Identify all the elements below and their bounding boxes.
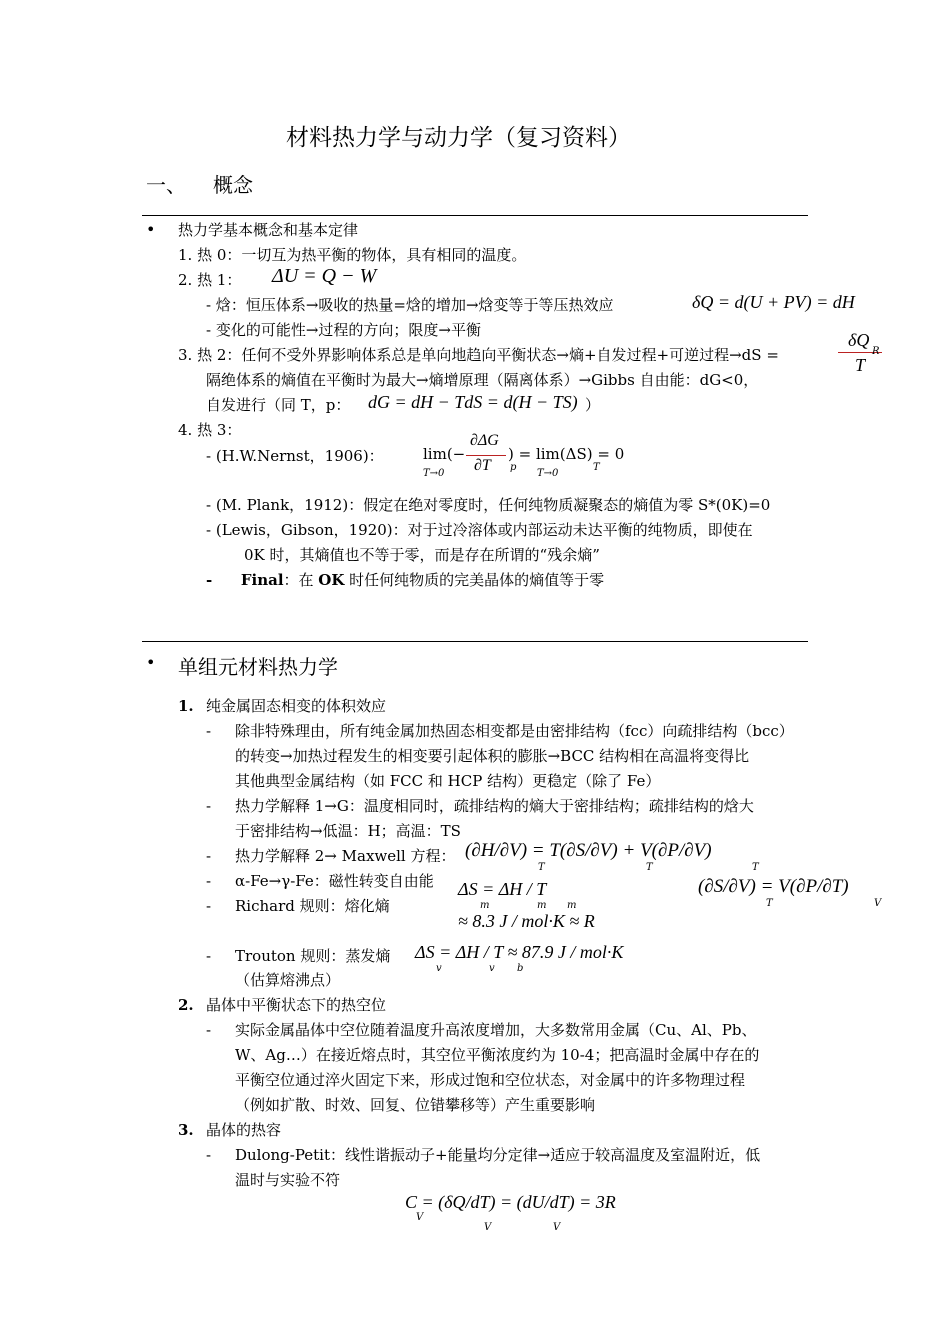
direction-line: - 变化的可能性→过程的方向；限度→平衡: [206, 321, 481, 339]
nernst-line: - (H.W.Nernst，1906)：: [206, 447, 384, 465]
subscript: b: [517, 963, 524, 974]
law-2: 3. 热 2：任何不受外界影响体系总是单向地趋向平衡状态→熵+自发过程+可逆过程→dS =: [178, 346, 779, 364]
dash: -: [206, 1146, 212, 1164]
law-1-equation: ΔU = Q − W: [272, 265, 377, 287]
text-line: α-Fe→γ-Fe：磁性转变自由能: [235, 872, 434, 890]
nernst-denominator: ∂T: [474, 457, 491, 474]
chapter-number: 一、: [146, 173, 186, 197]
text-line: 热力学解释 1→G：温度相同时，疏排结构的熵大于密排结构；疏排结构的焓大: [235, 797, 754, 815]
subscript: V: [874, 898, 882, 909]
law-3: 4. 热 3：: [178, 421, 242, 439]
final-label: Final: [240, 571, 284, 589]
subscript: v: [436, 963, 442, 974]
final-text: ：在: [283, 571, 319, 589]
page-title: 材料热力学与动力学（复习资料）: [286, 125, 631, 151]
divider: [142, 215, 808, 216]
dash: -: [206, 722, 212, 740]
richard-equation: ΔS = ΔH / T: [458, 879, 547, 899]
plank-line: - (M. Plank，1912)：假定在绝对零度时，任何纯物质凝聚态的熵值为零 S*(0K)=0: [206, 496, 771, 514]
section-heading: 热力学基本概念和基本定律: [178, 221, 359, 239]
nernst-fraction-bar: [466, 455, 506, 456]
subsection-number-3: 3.: [178, 1121, 194, 1139]
nernst-sub-4: T: [593, 462, 600, 473]
dash: -: [206, 1021, 212, 1039]
text-line: 的转变→加热过程发生的相变要引起体积的膨胀→BCC 结构相在高温将变得比: [235, 747, 750, 765]
maxwell-equation-2: (∂S/∂V) = V(∂P/∂T): [698, 876, 849, 897]
paren-close: ）: [585, 396, 601, 414]
dash: -: [206, 797, 212, 815]
dash: -: [206, 947, 212, 965]
dash: -: [206, 847, 212, 865]
text-line: （估算熔沸点）: [235, 971, 341, 989]
text-line: 其他典型金属结构（如 FCC 和 HCP 结构）更稳定（除了 Fe）: [235, 772, 661, 790]
richard-equation-2: ≈ 8.3 J / mol·K ≈ R: [458, 911, 595, 931]
heat-capacity-equation: C = (δQ/dT) = (dU/dT) = 3R: [405, 1192, 616, 1212]
text-line: （例如扩散、时效、回复、位错攀移等）产生重要影响: [235, 1096, 596, 1114]
subscript: v: [489, 963, 495, 974]
nernst-numerator: ∂ΔG: [470, 432, 499, 449]
spontaneous-line: 自发进行（同 T，p：: [206, 396, 351, 414]
subsection-number-2: 2.: [178, 996, 194, 1014]
bullet-icon: •: [146, 220, 156, 239]
isolated-line: 隔绝体系的熵值在平衡时为最大→熵增原理（隔离体系）→Gibbs 自由能：dG<0，: [206, 371, 759, 389]
text-line: Dulong-Petit：线性谐振动子+能量均分定律→适应于较高温度及室温附近，低: [235, 1146, 761, 1164]
text-line: 实际金属晶体中空位随着温度升高浓度增加，大多数常用金属（Cu、Al、Pb、: [235, 1021, 757, 1039]
nernst-sub-2: p: [510, 462, 517, 473]
subsection-title-2: 晶体中平衡状态下的热空位: [206, 996, 387, 1014]
chapter-title: 概念: [213, 173, 253, 197]
subscript: T: [752, 862, 759, 873]
gibbs-equation: dG = dH − TdS = d(H − TS): [368, 392, 578, 412]
enthalpy-equation: δQ = d(U + PV) = dH: [692, 292, 855, 312]
subscript: R: [872, 346, 880, 357]
final-rest: 时任何纯物质的完美晶体的熵值等于零: [344, 571, 605, 589]
text-line: Trouton 规则：蒸发熵: [235, 947, 391, 965]
dash: -: [206, 872, 212, 890]
subsection-number-1: 1.: [178, 697, 194, 715]
text-line: 温时与实验不符: [235, 1171, 341, 1189]
law-0: 1. 热 0：一切互为热平衡的物体，具有相同的温度。: [178, 246, 527, 264]
subscript: T: [538, 862, 545, 873]
section-heading-2: 单组元材料热力学: [178, 655, 338, 679]
nernst-lim: lim(−: [423, 445, 466, 463]
fraction-denominator: T: [855, 355, 866, 375]
text-line: 平衡空位通过淬火固定下来，形成过饱和空位状态，对金属中的许多物理过程: [235, 1071, 746, 1089]
law-1: 2. 热 1：: [178, 271, 242, 289]
fraction-numerator: δQ: [848, 330, 870, 350]
text-line: 于密排结构→低温：H；高温：TS: [235, 822, 461, 840]
subscript: V: [553, 1222, 561, 1233]
subscript: m: [537, 900, 547, 911]
subsection-title-3: 晶体的热容: [206, 1121, 282, 1139]
subscript: m: [567, 900, 577, 911]
text-line: W、Ag…）在接近熔点时，其空位平衡浓度约为 10-4；把高温时金属中存在的: [235, 1046, 760, 1064]
nernst-rest: ) = lim(ΔS) = 0: [508, 445, 625, 463]
subscript: m: [480, 900, 490, 911]
lewis-line: - (Lewis，Gibson，1920)：对于过冷溶体或内部运动未达平衡的纯物质，即使在: [206, 521, 753, 539]
maxwell-equation: (∂H/∂V) = T(∂S/∂V) + V(∂P/∂V): [465, 840, 712, 861]
dash: -: [206, 897, 212, 915]
bullet-icon-2: •: [146, 653, 156, 672]
final-ok: OK: [318, 571, 345, 589]
final-line: - Final：在 OK 时任何纯物质的完美晶体的熵值等于零: [206, 571, 605, 589]
maxwell-line: 热力学解释 2→ Maxwell 方程：: [235, 847, 456, 865]
divider-2: [142, 641, 808, 642]
enthalpy-line: - 焓：恒压体系→吸收的热量=焓的增加→焓变等于等压热效应: [206, 296, 614, 314]
nernst-sub-3: T→0: [537, 468, 559, 479]
subscript: V: [416, 1212, 424, 1223]
trouton-equation: ΔS = ΔH / T ≈ 87.9 J / mol·K: [415, 942, 624, 962]
subscript: T: [766, 898, 773, 909]
nernst-sub-1: T→0: [423, 468, 445, 479]
subscript: T: [646, 862, 653, 873]
subscript: V: [484, 1222, 492, 1233]
text-line: Richard 规则：熔化熵: [235, 897, 390, 915]
subsection-title-1: 纯金属固态相变的体积效应: [206, 697, 387, 715]
lewis-line-2: 0K 时，其熵值也不等于零，而是存在所谓的“残余熵”: [244, 546, 600, 564]
text-line: 除非特殊理由，所有纯金属加热固态相变都是由密排结构（fcc）向疏排结构（bcc）: [235, 722, 794, 740]
